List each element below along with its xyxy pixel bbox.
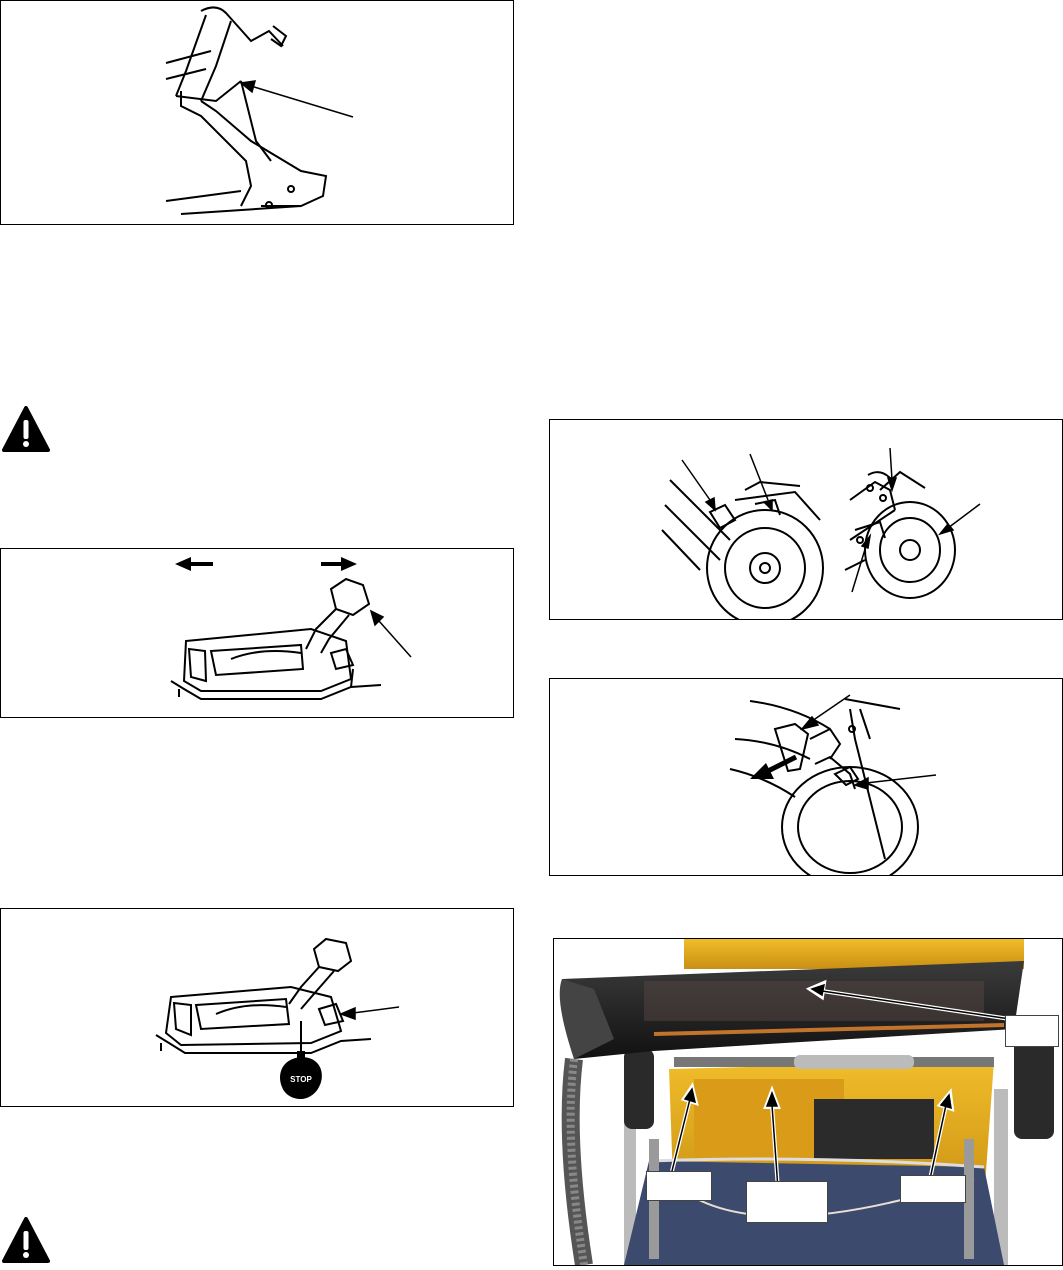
handle-bracket-illustration <box>1 1 513 224</box>
figure-height-lever <box>549 678 1063 876</box>
throttle-stop-illustration <box>1 909 513 1106</box>
photo-label-box <box>646 1171 712 1201</box>
wheel-height-adjuster-illustration <box>550 420 1062 619</box>
figure-throttle-arrows <box>0 548 514 718</box>
warning-exclamation-icon <box>2 406 50 454</box>
throttle-lever-illustration <box>1 549 513 717</box>
svg-text:STOP: STOP <box>290 1075 312 1084</box>
photo-label-box <box>1005 1015 1059 1047</box>
figure-wheel-height <box>549 419 1063 620</box>
figure-handle-bracket <box>0 0 514 225</box>
photo-label-box <box>746 1181 828 1223</box>
photo-label-box <box>900 1175 966 1203</box>
height-lever-illustration <box>550 679 1062 875</box>
warning-exclamation-icon <box>2 1217 50 1265</box>
figure-grass-bag-photo <box>553 938 1063 1266</box>
stop-badge <box>280 1051 322 1099</box>
figure-throttle-stop <box>0 908 514 1107</box>
